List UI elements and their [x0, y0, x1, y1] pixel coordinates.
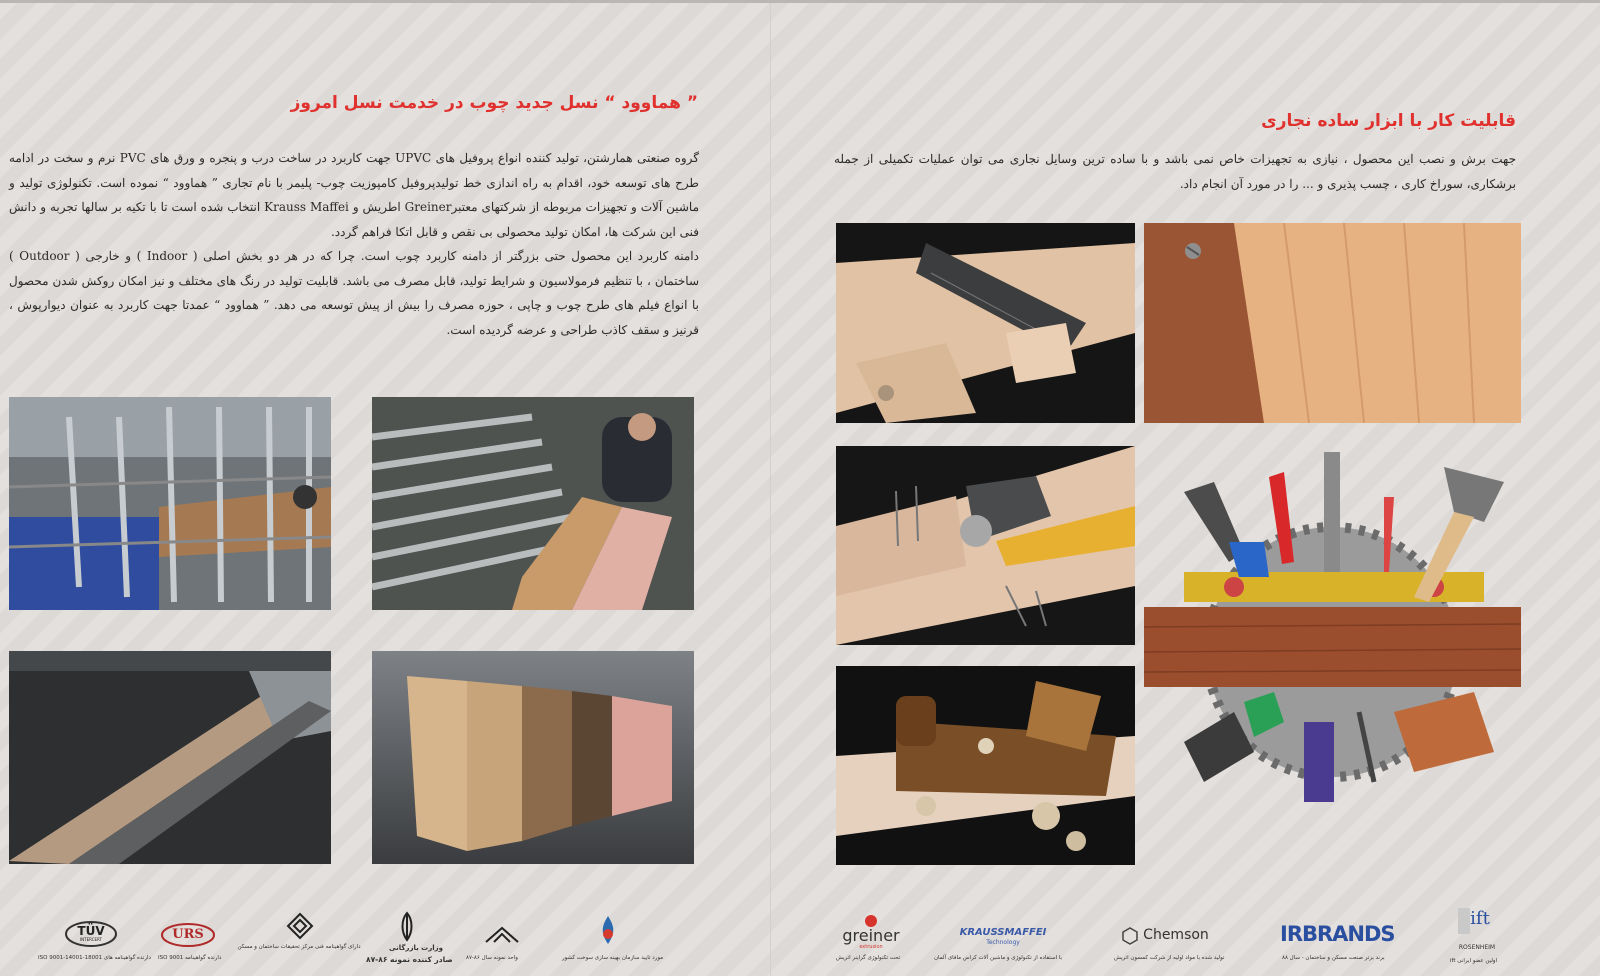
model-unit-logo: [484, 924, 520, 944]
saw-cutting-photo: [836, 223, 1135, 423]
urs-caption: دارنده گواهینامه ISO 9001: [158, 955, 222, 961]
urs-logo: URS: [160, 922, 216, 948]
commerce-ministry-name: وزارت بازرگانی: [389, 944, 444, 952]
ift-caption: اولین عضو ایرانی ift: [1450, 958, 1498, 964]
hand-plane-photo: [836, 666, 1135, 865]
top-border: [0, 0, 1600, 3]
commerce-ministry-caption: صادر کننده نمونه ۸۶-۸۷: [366, 955, 453, 964]
tools-illustration: [1144, 452, 1521, 820]
left-page-paragraph-1: گروه صنعتی همارشتن، تولید کننده انواع پروفیل های UPVC جهت کاربرد در ساخت درب و پنجره و ورق های PVC نرم و سخت در ادامه طرح های توسعه خود، اقدام به راه اندازی خط تولیدپروفیل کامپوزیت چوب- پلیمر با نام تجاری ” هماوود “ نموده است. تکنولوژی تولید و ماشین آلات و تجهیزات مربوطه از شرکتهای معتبرGreiner اطریش و Krauss Maffei انتخاب شده است تا با تکیه بر سالها تجربه و دانش فنی این شرکت ها، امکان تولید محصولی بی نقص و قابل اتکا فراهم گردد.: [9, 151, 700, 239]
fuel-optimization-caption: مورد تایید سازمان بهینه سازی سوخت کشور: [562, 955, 664, 961]
left-page-heading: ” هماوود “ نسل جدید چوب در خدمت نسل امروز: [290, 93, 698, 113]
ift-rosenheim-logo: ift ROSENHEIM: [1458, 908, 1496, 951]
extruded-profile-photo: [9, 651, 331, 864]
worker-conveyor-photo: [372, 397, 694, 610]
production-line-photo: [9, 397, 331, 610]
greiner-caption: تحت تکنولوژی گراینر اتریش: [836, 955, 901, 961]
chemson-logo: Chemson: [1120, 925, 1214, 947]
greiner-logo: greiner extrusion: [836, 913, 906, 953]
chemson-caption: تولید شده با مواد اولیه از شرکت کمسون اتریش: [1114, 955, 1225, 961]
right-page-paragraph: جهت برش و نصب این محصول ، نیازی به تجهیزات خاص نمی باشد و با ساده ترین وسایل نجاری می توان عملیات تکمیلی از جمله برشکاری، سوراخ کاری ، چسب پذیری و ... را در مورد آن انجام داد.: [834, 152, 1516, 191]
model-unit-caption: واحد نمونه سال ۸۶-۸۷: [466, 955, 518, 961]
commerce-ministry-logo: [392, 910, 422, 944]
hammer-nails-photo: [836, 446, 1135, 645]
right-page-heading: قابلیت کار با ابزار ساده نجاری: [1261, 111, 1516, 131]
kraussmaffei-logo: KRAUSSMAFFEI Technology: [959, 927, 1047, 946]
fuel-optimization-logo: [594, 914, 622, 948]
left-page-paragraph-2: دامنه کاربرد این محصول حتی بزرگتر از دامنه کاربرد چوب است. چرا که در هر دو بخش اصلی ( Indoor ) و خارجی ( Outdoor ) ساختمان ، با تنظیم فرمولاسیون و شرایط تولید، قابل مصرف می باشد. قابلیت تولید در رنگ های مختلف و نیز امکان روکش شدن محصول با انواع فیلم های طرح چوب و چاپی ، حوزه مصرف را بیش از پیش توسعه می دهد. ” هماوود “ عمدتا جهت کاربرد به عنوان دیوارپوش ، قرنیز و سقف کاذب طراحی و عرضه گردیده است.: [9, 249, 699, 337]
wood-panels-photo: [372, 651, 694, 864]
irbrands-logo: IRBRANDS: [1280, 922, 1395, 946]
tuv-caption: دارنده گواهینامه های ISO 9001-14001-18001: [38, 955, 151, 961]
housing-research-caption: دارای گواهینامه فنی مرکز تحقیقات ساختمان و مسکن: [237, 944, 361, 950]
housing-research-logo: [286, 912, 314, 942]
page-divider: [770, 3, 771, 976]
irbrands-caption: برند برتر صنعت مسکن و ساختمان - سال ۸۸: [1282, 955, 1385, 961]
kraussmaffei-caption: با استفاده از تکنولوژی و ماشین آلات کراس مافای آلمان: [934, 955, 1063, 961]
panel-screw-photo: [1144, 223, 1521, 423]
tuv-logo: TÜV INTERCERT: [64, 920, 118, 948]
